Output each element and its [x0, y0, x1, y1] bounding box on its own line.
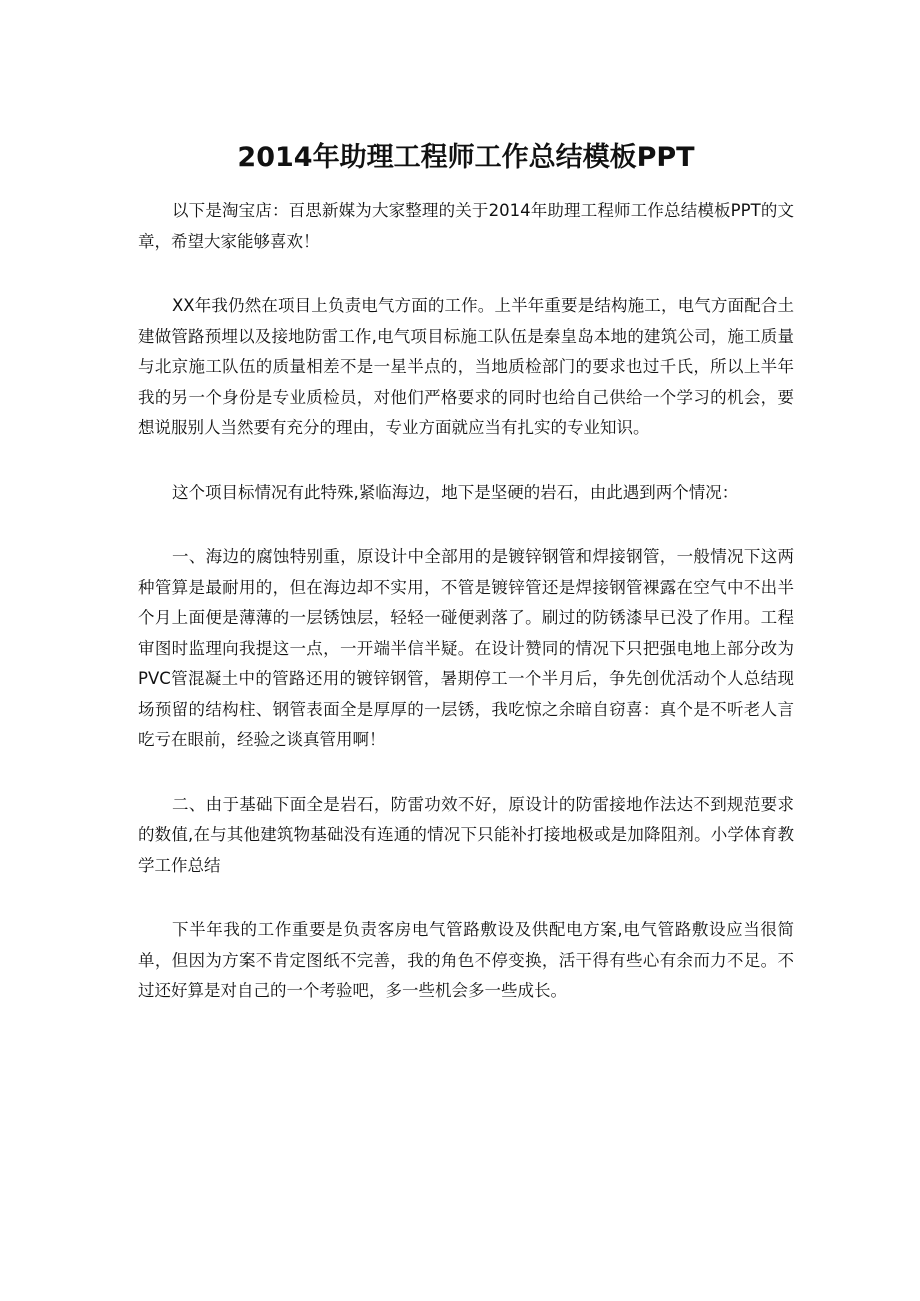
document-page [138, 138, 794, 1007]
work-first-half-paragraph: XX年我仍然在项目上负责电气方面的工作。上半年重要是结构施工，电气方面配合土建做管路预埋以及接地防雷工作,电气项目标施工队伍是秦皇岛本地的建筑公司，施工质量与北京施工队伍的质量相差不是一星半点的，当地质检部门的要求也过千氏，所以上半年我的另一个身份是专业质检员，对他们严格要求的同时也给自己供给一个学习的机会，要想说服别人当然要有充分的理由，专业方面就应当有扎实的专业知识。 [138, 296, 794, 437]
issue-one-paragraph: 一、海边的腐蚀特别重，原设计中全部用的是镀锌钢管和焊接钢管，一般情况下这两种管算是最耐用的，但在海边却不实用，不管是镀锌管还是焊接钢管裸露在空气中不出半个月上面便是薄薄的一层锈蚀层，轻轻一碰便剥落了。刷过的防锈漆早已没了作用。工程审图时监理向我提这一点，一开端半信半疑。在设计赞同的情况下只把强电地上部分改为PVC管混凝土中的管路还用的镀锌钢管，暑期停工一个半月后，争先创优活动个人总结现场预留的结构柱、钢管表面全是厚厚的一层锈，我吃惊之余暗自窃喜：真个是不听老人言吃亏在眼前，经验之谈真管用啊！ [138, 547, 794, 749]
document-title: 2014年助理工程师工作总结模板PPT [237, 142, 695, 173]
project-situation-paragraph: 这个项目标情况有此特殊,紧临海边，地下是坚硬的岩石，由此遇到两个情况： [172, 482, 739, 502]
issue-two-paragraph: 二、由于基础下面全是岩石，防雷功效不好，原设计的防雷接地作法达不到规范要求的数值,在与其他建筑物基础没有连通的情况下只能补打接地极或是加降阻剂。小学体育教学工作总结 [138, 794, 794, 875]
intro-paragraph: 以下是淘宝店：百思新媒为大家整理的关于2014年助理工程师工作总结模板PPT的文章，希望大家能够喜欢！ [138, 201, 794, 251]
work-second-half-paragraph: 下半年我的工作重要是负责客房电气管路敷设及供配电方案,电气管路敷设应当很简单，但因为方案不肯定图纸不完善，我的角色不停变换，活干得有些心有余而力不足。不过还好算是对自己的一个考验吧，多一些机会多一些成长。 [138, 920, 794, 1000]
